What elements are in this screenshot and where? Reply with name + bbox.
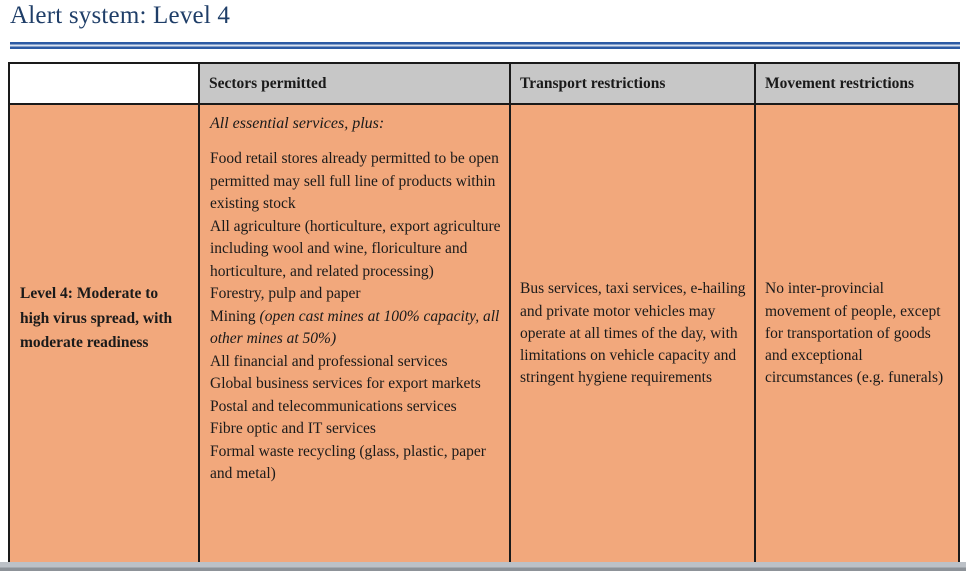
sector-item: Fibre optic and IT services: [210, 420, 376, 437]
sectors-intro-text: All essential services, plus:: [210, 115, 385, 132]
column-header-transport-restrictions: Transport restrictions: [510, 63, 755, 104]
row-label-level-4: Level 4: Moderate to high virus spread, with moderate readiness: [9, 104, 199, 571]
transport-restrictions-cell: Bus services, taxi services, e-hailing and private motor vehicles may operate at all times of the day, with limitations on vehicle capacity and stringent hygiene requirements: [510, 104, 755, 571]
sector-item: Forestry, pulp and paper: [210, 285, 361, 302]
sector-item: Formal waste recycling (glass, plastic, paper and metal): [210, 442, 486, 482]
title-underline-rule: [10, 42, 960, 49]
sectors-permitted-cell: [199, 104, 510, 571]
movement-restrictions-cell: No inter-provincial movement of people, except for transportation of goods and exceptional circumstances (e.g. funerals): [755, 104, 959, 571]
alert-level-table: [8, 62, 960, 571]
sector-item: Mining (open cast mines at 100% capacity, all other mines at 50%): [210, 307, 500, 347]
sector-item: All financial and professional services: [210, 352, 448, 370]
column-header-movement-restrictions: Movement restrictions: [755, 63, 959, 104]
table-row: [9, 104, 959, 571]
sector-item: All agriculture (horticulture, export agriculture including wool and wine, floriculture and horticulture, and related processing): [210, 217, 501, 280]
sector-item: Global business services for export markets: [210, 375, 481, 392]
sector-item: Postal and telecommunications services: [210, 397, 457, 415]
sector-item: Food retail stores already permitted to be open permitted may sell full line of products within existing stock: [210, 150, 499, 212]
sectors-item-list: [210, 148, 501, 486]
corner-spacer-cell: [9, 63, 199, 104]
header-row: [9, 63, 959, 104]
column-header-sectors-permitted: Sectors permitted: [199, 63, 510, 104]
page-title: Alert system: Level 4: [10, 2, 231, 29]
slide-bottom-edge-strip: [0, 562, 966, 571]
